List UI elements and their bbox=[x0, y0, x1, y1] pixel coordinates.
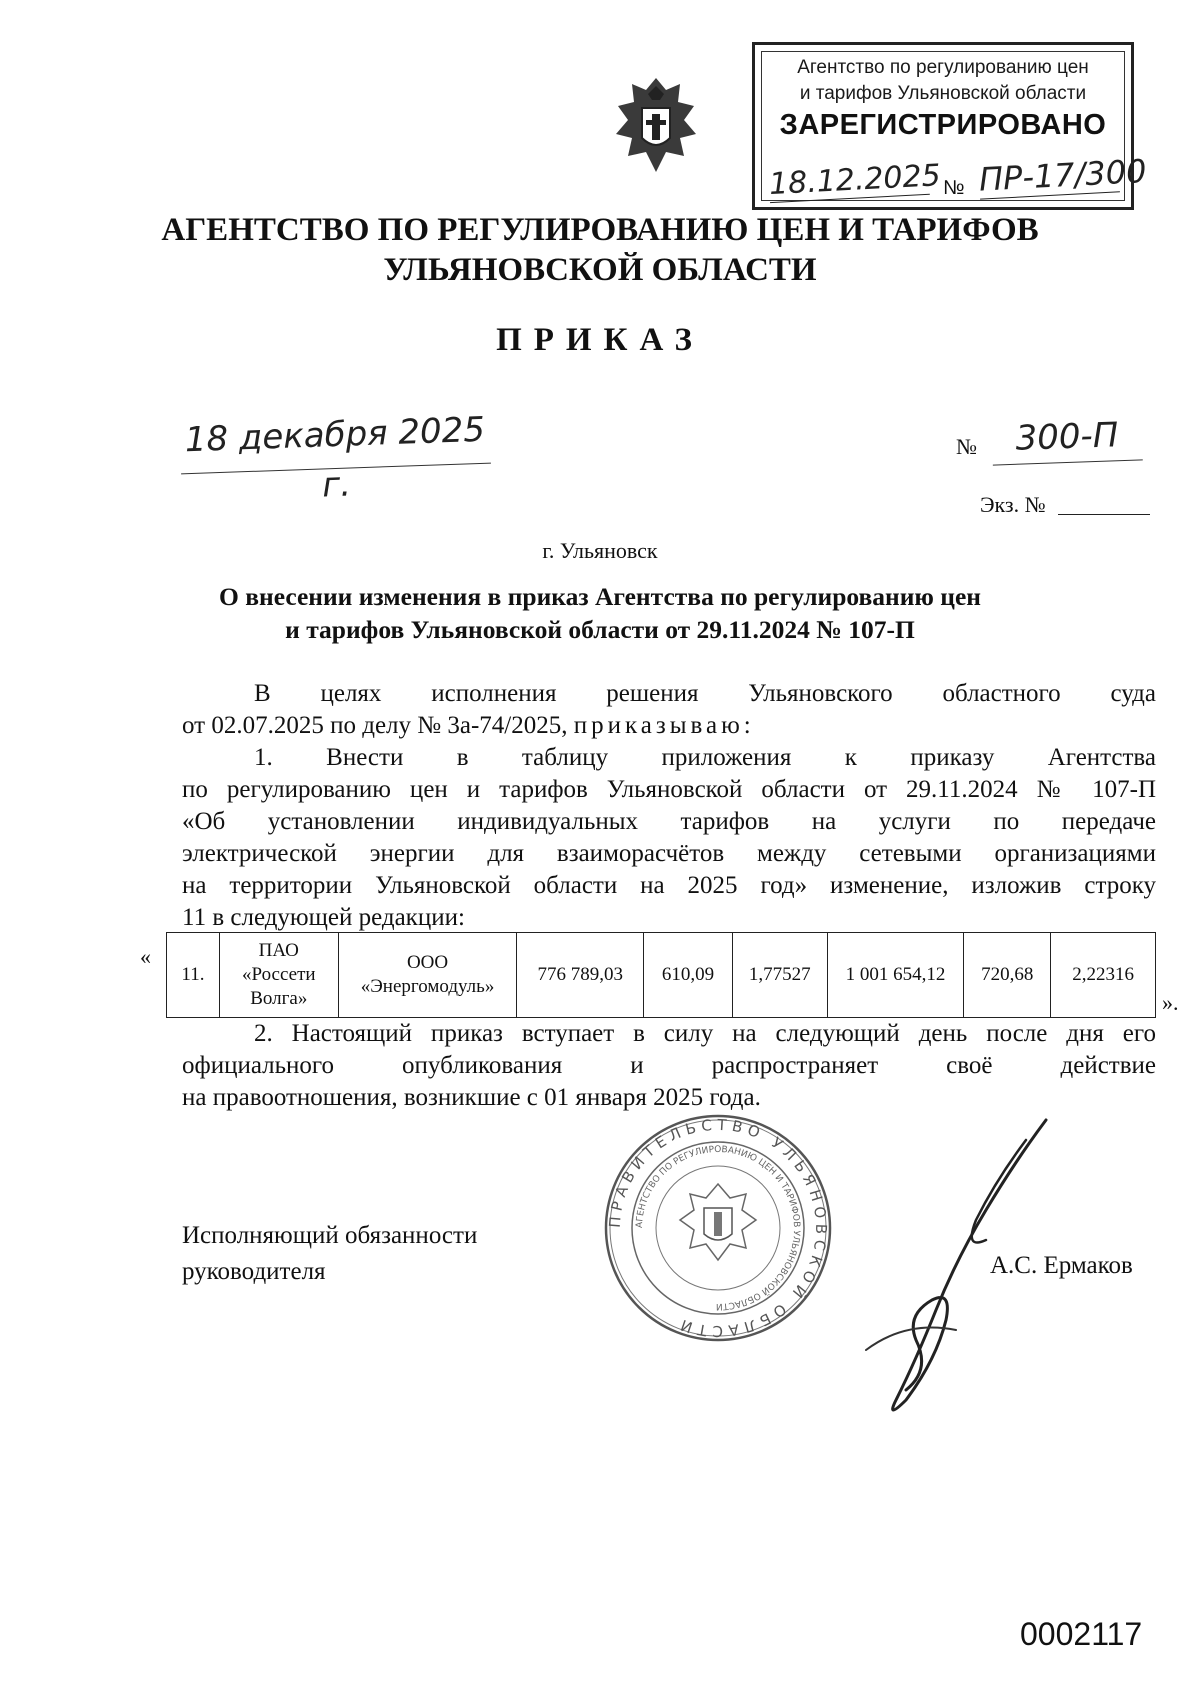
registration-stamp-number: ПР-17/300 bbox=[978, 151, 1148, 199]
agency-title-line2: УЛЬЯНОВСКОЙ ОБЛАСТИ bbox=[383, 252, 817, 288]
cell-value-6: 2,22316 bbox=[1051, 933, 1156, 1018]
signer-title-line1: Исполняющий обязанности bbox=[182, 1222, 478, 1249]
item2-line3: на правоотношения, возникшие с 01 января 2025 года. bbox=[182, 1084, 761, 1111]
seal-inner-text: АГЕНТСТВО ПО РЕГУЛИРОВАНИЮ ЦЕН И ТАРИФОВ УЛЬЯНОВСКОЙ ОБЛАСТИ bbox=[634, 1144, 802, 1312]
item2-line1: 2. Настоящий приказ вступает в силу на следующий день после дня его bbox=[254, 1020, 1156, 1047]
coat-of-arms-emblem bbox=[608, 72, 704, 180]
signer-name: А.С. Ермаков bbox=[990, 1252, 1133, 1279]
body-text-block bbox=[182, 678, 1156, 934]
city-line: г. Ульяновск bbox=[542, 538, 658, 563]
order-heading-line1: О внесении изменения в приказ Агентства по регулированию цен bbox=[219, 582, 981, 611]
order-verb: приказываю: bbox=[573, 712, 755, 739]
registration-stamp-date: 18.12.2025 bbox=[768, 158, 942, 203]
intro-line2 bbox=[182, 710, 1156, 742]
order-number-handwritten: 300-П bbox=[991, 413, 1143, 465]
seal-outer-text: ПРАВИТЕЛЬСТВО УЛЬЯНОВСКОЙ ОБЛАСТИ bbox=[605, 1115, 831, 1341]
registration-stamp-agency-line1: Агентство по регулированию цен bbox=[797, 57, 1089, 78]
amendment-table bbox=[166, 932, 1156, 1018]
copy-number-label: Экз. № bbox=[980, 492, 1046, 517]
cell-organization-1 bbox=[219, 933, 338, 1018]
cell-value-2: 610,09 bbox=[644, 933, 733, 1018]
cell-value-3: 1,77527 bbox=[732, 933, 827, 1018]
order-date-handwritten: 18 декабря 2025 г. bbox=[179, 405, 491, 475]
registration-stamp-agency-line2: и тарифов Ульяновской области bbox=[799, 83, 1087, 104]
item1-line5: на территории Ульяновской области на 2025 год» изменение, изложив строку bbox=[182, 872, 1156, 899]
registration-stamp-title: ЗАРЕГИСТРИРОВАНО bbox=[779, 109, 1107, 141]
cell-organization-2-line1: ООО bbox=[406, 952, 449, 973]
table-quote-close: ». bbox=[1162, 990, 1179, 1015]
cell-organization-2 bbox=[338, 933, 517, 1018]
agency-title-line1: АГЕНТСТВО ПО РЕГУЛИРОВАНИЮ ЦЕН И ТАРИФОВ bbox=[161, 212, 1039, 248]
item1-line1: 1. Внести в таблицу приложения к приказу Агентства bbox=[254, 744, 1156, 771]
cell-value-1: 776 789,03 bbox=[517, 933, 644, 1018]
cell-organization-1-line3: Волга» bbox=[250, 988, 308, 1009]
copy-number-blank bbox=[1058, 514, 1150, 515]
cell-organization-2-line2: «Энергомодуль» bbox=[360, 976, 495, 997]
order-title: ПРИКАЗ bbox=[496, 322, 704, 358]
item2-line2: официального опубликования и распространяет своё действие bbox=[182, 1052, 1156, 1079]
order-heading-line2: и тарифов Ульяновской области от 29.11.2024 № 107-П bbox=[285, 615, 915, 644]
intro-line1: В целях исполнения решения Ульяновского областного суда bbox=[254, 680, 1156, 707]
cell-value-5: 720,68 bbox=[964, 933, 1051, 1018]
order-heading bbox=[120, 580, 1080, 646]
cell-row-number: 11. bbox=[167, 933, 220, 1018]
item1-line6: 11 в следующей редакции: bbox=[182, 904, 465, 931]
item1-line2: по регулированию цен и тарифов Ульяновской области от 29.11.2024 № 107-П bbox=[182, 776, 1156, 803]
official-seal bbox=[600, 1110, 836, 1346]
cell-value-4: 1 001 654,12 bbox=[827, 933, 964, 1018]
item1-line3: «Об установлении индивидуальных тарифов на услуги по передаче bbox=[182, 808, 1156, 835]
item1-line4: электрической энергии для взаиморасчётов между сетевыми организациями bbox=[182, 840, 1156, 867]
table-row bbox=[167, 933, 1156, 1018]
registration-stamp-number-label: № bbox=[943, 177, 965, 199]
cell-organization-1-line2: «Россети bbox=[241, 964, 316, 985]
order-number-label: № bbox=[956, 434, 977, 459]
signer-title-line2: руководителя bbox=[182, 1258, 326, 1285]
form-serial-number: 0002117 bbox=[1020, 1616, 1143, 1652]
signer-title bbox=[182, 1218, 477, 1290]
cell-organization-1-line1: ПАО bbox=[258, 940, 299, 961]
registration-stamp bbox=[752, 42, 1148, 210]
table-quote-open: « bbox=[140, 944, 151, 969]
intro-line2-case: от 02.07.2025 по делу № 3а-74/2025, bbox=[182, 712, 568, 739]
